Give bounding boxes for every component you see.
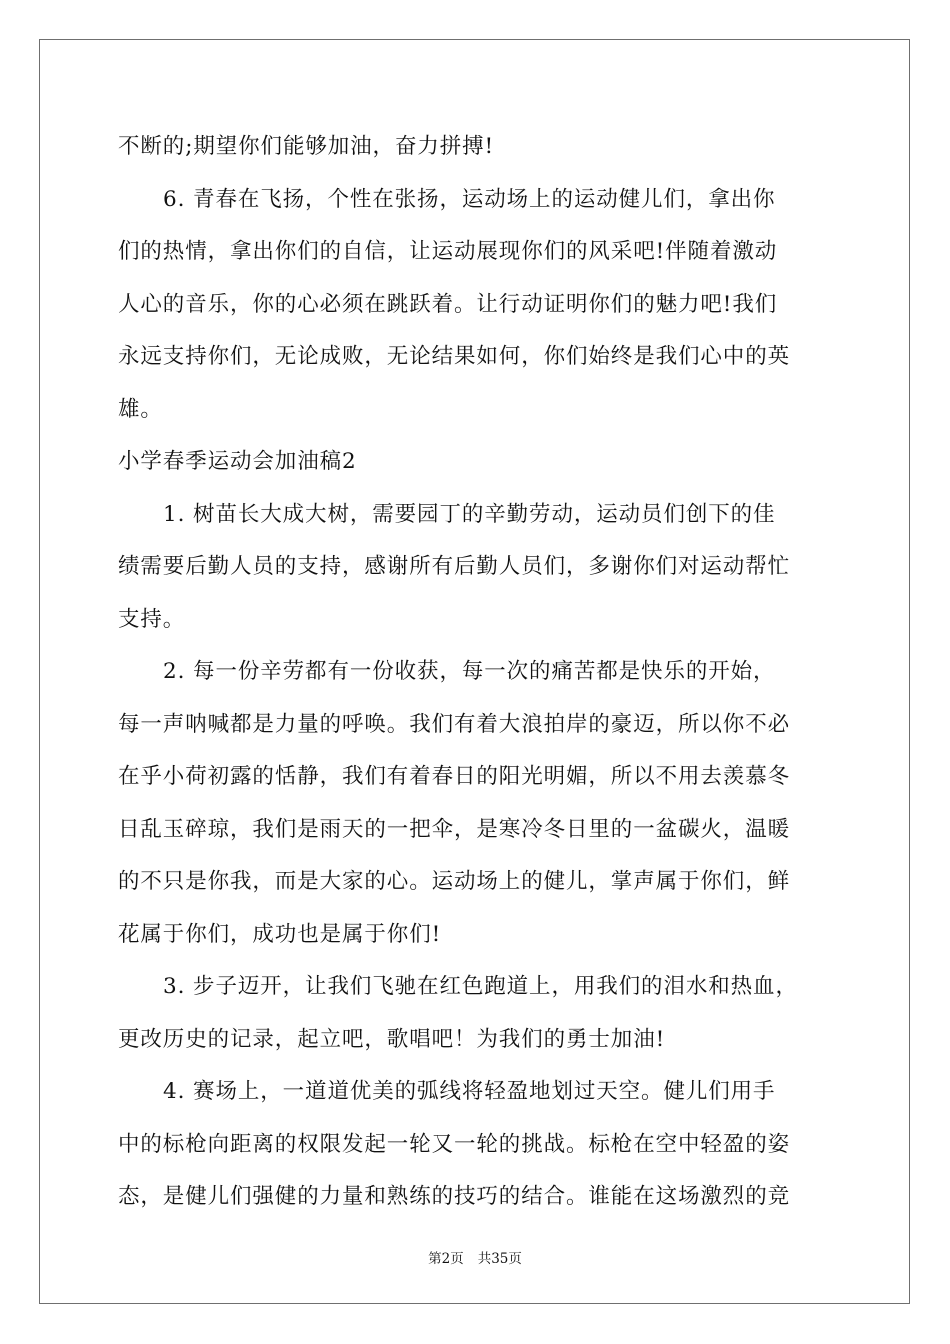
text-line: 4. 赛场上，一道道优美的弧线将轻盈地划过天空。健儿们用手: [163, 1079, 776, 1104]
text-line: 们的热情，拿出你们的自信，让运动展现你们的风采吧!伴随着激动: [118, 239, 778, 264]
page-number: 第2页: [428, 1251, 464, 1267]
page-total: 共35页: [477, 1251, 522, 1267]
document-body: [118, 127, 834, 1230]
text-line: 每一声呐喊都是力量的呼唤。我们有着大浪拍岸的豪迈，所以你不必: [118, 711, 791, 737]
page-footer: [0, 1247, 950, 1267]
text-line: 1. 树苗长大成大树，需要园丁的辛勤劳动，运动员们创下的佳: [163, 501, 776, 527]
text-line: 的不只是你我，而是大家的心。运动场上的健儿，掌声属于你们，鲜: [118, 869, 791, 894]
text-line: 雄。: [118, 396, 163, 422]
text-line: 更改历史的记录，起立吧，歌唱吧！为我们的勇士加油!: [118, 1026, 666, 1052]
text-line: 永远支持你们，无论成败，无论结果如何，你们始终是我们心中的英: [118, 344, 791, 369]
text-line: 在乎小荷初露的恬静，我们有着春日的阳光明媚，所以不用去羡慕冬: [118, 764, 791, 789]
text-line: 3. 步子迈开，让我们飞驰在红色跑道上，用我们的泪水和热血，: [163, 974, 798, 999]
text-line: 日乱玉碎琼，我们是雨天的一把伞，是寒冷冬日里的一盆碳火，温暖: [118, 816, 791, 842]
text-line: 6. 青春在飞扬，个性在张扬，运动场上的运动健儿们，拿出你: [163, 186, 776, 212]
text-line: 人心的音乐，你的心必须在跳跃着。让行动证明你们的魅力吧!我们: [118, 291, 778, 317]
text-line: 态，是健儿们强健的力量和熟练的技巧的结合。谁能在这场激烈的竞: [118, 1184, 791, 1209]
text-line: 中的标枪向距离的权限发起一轮又一轮的挑战。标枪在空中轻盈的姿: [118, 1131, 791, 1157]
text-line: 小学春季运动会加油稿2: [118, 449, 357, 474]
text-line: 不断的;期望你们能够加油，奋力拼搏!: [118, 134, 495, 159]
text-line: 绩需要后勤人员的支持，感谢所有后勤人员们，多谢你们对运动帮忙: [118, 554, 791, 579]
text-line: 花属于你们，成功也是属于你们!: [118, 921, 442, 947]
text-line: 2. 每一份辛劳都有一份收获，每一次的痛苦都是快乐的开始，: [163, 659, 776, 684]
text-line: 支持。: [118, 606, 186, 632]
